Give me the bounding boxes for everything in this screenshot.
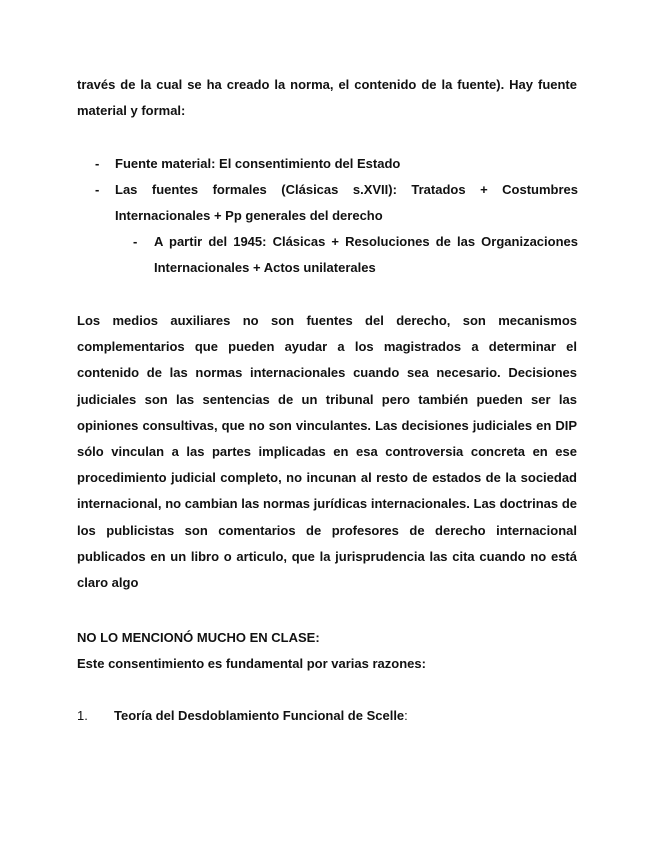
item-number: 1.: [77, 708, 88, 723]
item-title: Teoría del Desdoblamiento Funcional de Scelle: [114, 708, 405, 723]
list-item-text: Las fuentes formales (Clásicas s.XVII): Tratados + Costumbres Internacionales + Pp generales del derecho: [115, 182, 578, 223]
item-suffix: :: [404, 708, 408, 723]
bullet-marker: -: [95, 156, 100, 171]
section-subheading: Este consentimiento es fundamental por varias razones:: [77, 656, 426, 671]
bullet-marker: -: [133, 234, 138, 249]
list-item-text: Fuente material: El consentimiento del Estado: [115, 156, 401, 171]
list-item-text: A partir del 1945: Clásicas + Resoluciones de las Organizaciones Internacionales + Actos unilaterales: [154, 234, 578, 275]
section-heading: NO LO MENCIONÓ MUCHO EN CLASE:: [77, 630, 320, 645]
intro-paragraph: través de la cual se ha creado la norma, el contenido de la fuente). Hay fuente material y formal:: [77, 77, 577, 119]
body-paragraph: Los medios auxiliares no son fuentes del derecho, son mecanismos complementarios que pueden ayudar a los magistrados a determinar el contenido de las normas internacionales cuando sea necesario. Decisiones judiciales son las sentencias de un tribunal pero también pueden ser las opiniones consultivas, que no son vinculantes. Las decisiones judiciales en DIP sólo vinculan a las partes implicadas en esa controversia concreta en ese procedimiento judicial completo, no incunan al resto de estados de la sociedad internacional, no cambian las normas jurídicas internacionales. Las doctrinas de los publicistas son comentarios de profesores de derecho internacional publicados en un libro o articulo, que la jurisprudencia las cita cuando no está claro algo: [77, 313, 577, 591]
bullet-marker: -: [95, 182, 100, 197]
